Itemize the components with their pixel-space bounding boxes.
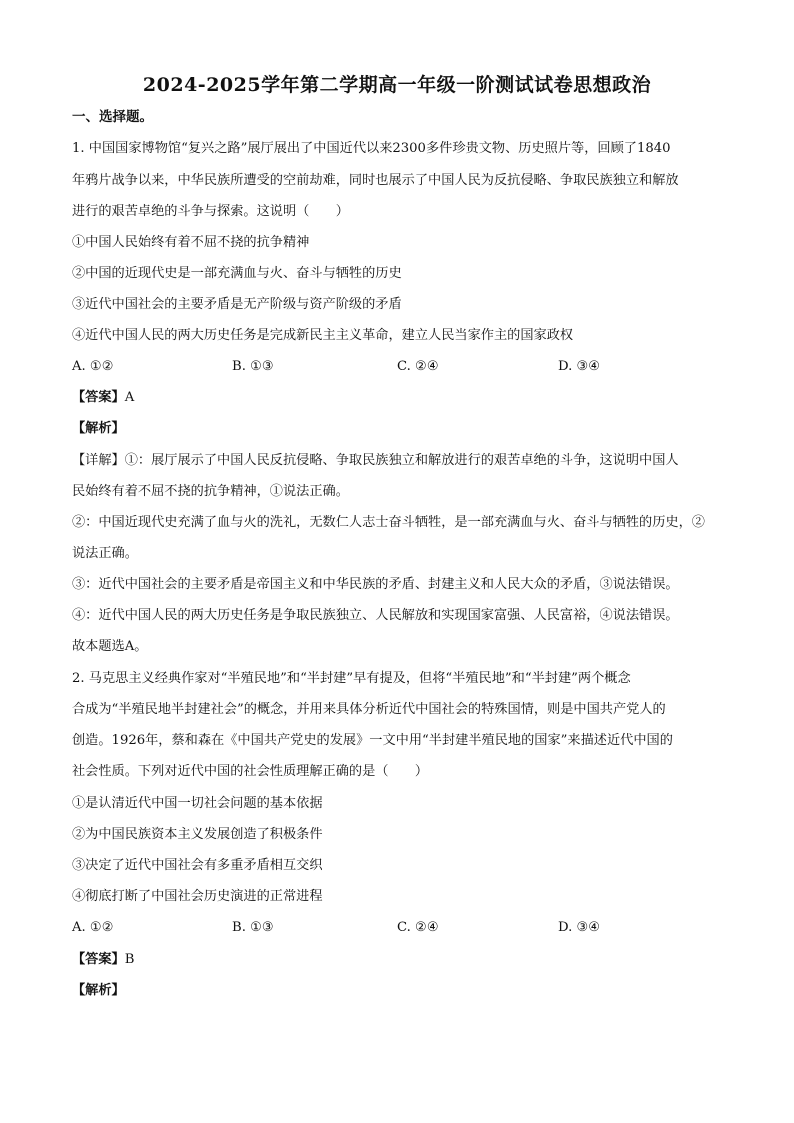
q2-option-a: A. ①② xyxy=(72,920,114,935)
q2-analysis-label: 【解析】 xyxy=(72,983,125,998)
q2-statement-3: ③决定了近代中国社会有多重矛盾相互交织 xyxy=(72,858,323,873)
q1-options xyxy=(72,358,732,376)
q1-statement-1: ①中国人民始终有着不屈不挠的抗争精神 xyxy=(72,235,310,250)
q1-option-a: A. ①② xyxy=(72,359,114,374)
q1-option-d: D. ③④ xyxy=(558,359,601,374)
q2-stem-line-2: 合成为“半殖民地半封建社会”的概念，并用来具体分析近代中国社会的特殊国情，则是中国共产党人的 xyxy=(72,702,666,717)
q2-answer-label: 【答案】 xyxy=(72,952,125,967)
q2-option-d: D. ③④ xyxy=(558,920,601,935)
q1-detail-line-7: 故本题选A。 xyxy=(72,639,148,654)
q1-answer xyxy=(72,389,134,407)
q1-statement-3: ③近代中国社会的主要矛盾是无产阶级与资产阶级的矛盾 xyxy=(72,297,402,312)
q1-stem-line-1: 1. 中国国家博物馆“复兴之路”展厅展出了中国近代以来2300多件珍贵文物、历史照片等，回顾了1840 xyxy=(72,141,671,156)
q2-option-c: C. ②④ xyxy=(397,920,439,935)
section-heading: 一、选择题。 xyxy=(72,109,153,125)
q1-detail-line-5: ③：近代中国社会的主要矛盾是帝国主义和中华民族的矛盾、封建主义和人民大众的矛盾，③说法错误。 xyxy=(72,577,679,592)
q1-option-c: C. ②④ xyxy=(397,359,439,374)
q2-stem-line-4: 社会性质。下列对近代中国的社会性质理解正确的是（ ） xyxy=(72,764,429,779)
q2-statement-2: ②为中国民族资本主义发展创造了积极条件 xyxy=(72,827,323,842)
q1-analysis-label: 【解析】 xyxy=(72,421,125,436)
q2-statement-1: ①是认清近代中国一切社会问题的基本依据 xyxy=(72,796,323,811)
q1-answer-label: 【答案】 xyxy=(72,390,125,405)
q2-option-b: B. ①③ xyxy=(232,920,274,935)
q1-stem-line-3: 进行的艰苦卓绝的斗争与探索。这说明（ ） xyxy=(72,204,349,219)
q1-stem-line-2: 年鸦片战争以来，中华民族所遭受的空前劫难，同时也展示了中国人民为反抗侵略、争取民族独立和解放 xyxy=(72,173,679,188)
q1-detail-line-4: 说法正确。 xyxy=(72,546,138,561)
exam-title: 2024-2025学年第二学期高一年级一阶测试试卷思想政治 xyxy=(142,74,652,96)
q1-answer-value: A xyxy=(124,390,135,405)
q1-option-b: B. ①③ xyxy=(232,359,274,374)
q2-answer-value: B xyxy=(124,952,135,967)
q1-statement-4: ④近代中国人民的两大历史任务是完成新民主主义革命，建立人民当家作主的国家政权 xyxy=(72,328,574,343)
q1-detail-line-1: 【详解】①：展厅展示了中国人民反抗侵略、争取民族独立和解放进行的艰苦卓绝的斗争，这说明中国人 xyxy=(72,453,679,468)
q1-detail-line-6: ④：近代中国人民的两大历史任务是争取民族独立、人民解放和实现国家富强、人民富裕，④说法错误。 xyxy=(72,608,679,623)
q1-detail-line-2: 民始终有着不屈不挠的抗争精神，①说法正确。 xyxy=(72,484,349,499)
q1-statement-2: ②中国的近现代史是一部充满血与火、奋斗与牺牲的历史 xyxy=(72,266,402,281)
q2-statement-4: ④彻底打断了中国社会历史演进的正常进程 xyxy=(72,889,323,904)
q2-options xyxy=(72,919,732,937)
q2-answer xyxy=(72,951,134,969)
q2-stem-line-1: 2. 马克思主义经典作家对“半殖民地”和“半封建”早有提及，但将“半殖民地”和“半封建”两个概念 xyxy=(72,671,631,686)
q1-detail-line-3: ②：中国近现代史充满了血与火的洗礼，无数仁人志士奋斗牺牲，是一部充满血与火、奋斗与牺牲的历史，② xyxy=(72,515,705,530)
q2-stem-line-3: 创造。1926年，蔡和森在《中国共产党史的发展》一文中用“半封建半殖民地的国家”来描述近代中国的 xyxy=(72,733,673,748)
